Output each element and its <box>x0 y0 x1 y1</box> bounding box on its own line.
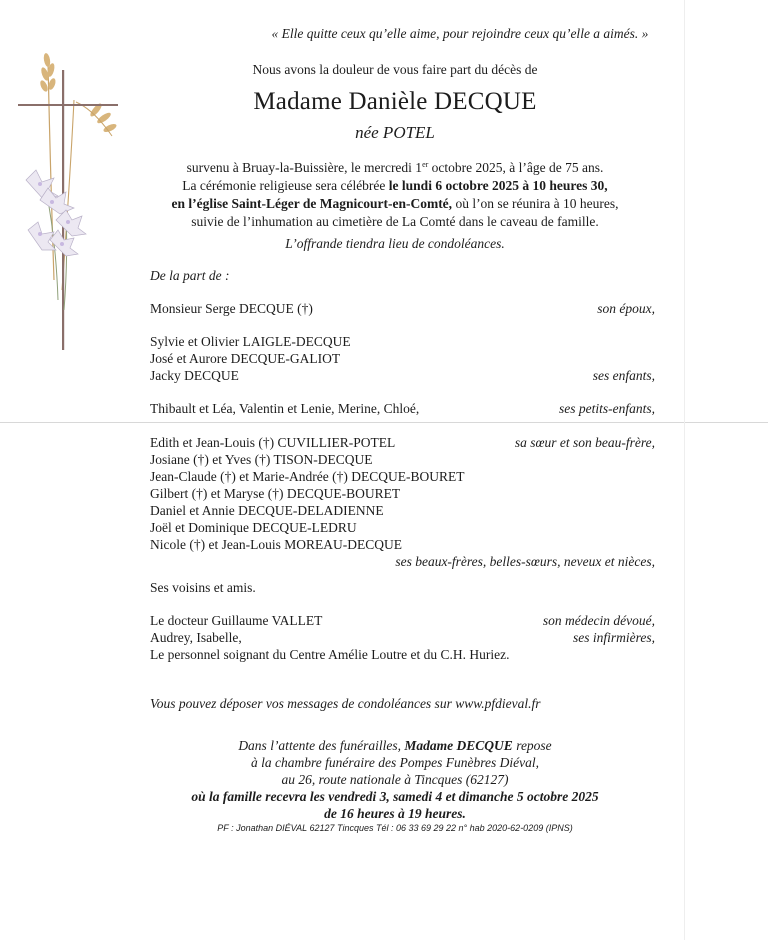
spouse-role: son époux, <box>597 301 655 316</box>
funeral-home-line-1: Dans l’attente des funérailles, Madame DECQUE repose <box>238 738 552 753</box>
quote: « Elle quitte ceux qu’elle aime, pour rejoindre ceux qu’elle a aimés. » <box>271 26 649 41</box>
deceased-name: Madame Danièle DECQUE <box>253 88 537 115</box>
neighbors: Ses voisins et amis. <box>150 580 256 595</box>
inlaw-5: Joël et Dominique DECQUE-LEDRU <box>150 520 357 535</box>
inlaw-6: Nicole (†) et Jean-Louis MOREAU-DECQUE <box>150 537 402 552</box>
page-fold-line <box>0 422 768 423</box>
child-1: Sylvie et Olivier LAIGLE-DECQUE <box>150 334 351 349</box>
footer-credits: PF : Jonathan DIÉVAL 62127 Tincques Tél : 06 33 69 29 22 n° hab 2020-62-0209 (IPNS) <box>217 823 573 833</box>
sister-role: sa sœur et son beau-frère, <box>514 435 655 450</box>
from-label: De la part de : <box>150 268 230 283</box>
nurses: Audrey, Isabelle, <box>150 630 242 645</box>
inlaw-2: Jean-Claude (†) et Marie-Andrée (†) DECQUE-BOURET <box>150 469 465 484</box>
details-line-3: en l’église Saint-Léger de Magnicourt-en-Comté, où l’on se réunira à 10 heures, <box>171 196 619 211</box>
funeral-home-line-2: à la chambre funéraire des Pompes Funèbres Diéval, <box>251 755 539 770</box>
funeral-home-line-3: au 26, route nationale à Tincques (62127) <box>281 772 509 787</box>
inlaw-1: Josiane (†) et Yves (†) TISON-DECQUE <box>150 452 373 467</box>
details-line-2: La cérémonie religieuse sera célébrée le lundi 6 octobre 2025 à 10 heures 30, <box>182 178 608 193</box>
grandchildren-role: ses petits-enfants, <box>559 401 655 416</box>
doctor: Le docteur Guillaume VALLET <box>150 613 323 628</box>
nurses-role: ses infirmières, <box>573 630 655 645</box>
page-edge <box>684 0 685 940</box>
grandchildren: Thibault et Léa, Valentin et Lenie, Merine, Chloé, <box>150 401 420 416</box>
inlaw-3: Gilbert (†) et Maryse (†) DECQUE-BOURET <box>150 486 401 501</box>
cross-flowers-icon <box>6 40 136 360</box>
offering-text: L’offrande tiendra lieu de condoléances. <box>285 236 505 251</box>
child-2: José et Aurore DECQUE-GALIOT <box>150 351 341 366</box>
intro-text: Nous avons la douleur de vous faire part du décès de <box>252 62 538 77</box>
sister: Edith et Jean-Louis (†) CUVILLIER-POTEL <box>150 435 396 450</box>
details-line-4: suivie de l’inhumation au cimetière de La Comté dans le caveau de famille. <box>191 214 599 229</box>
online-condolences: Vous pouvez déposer vos messages de condoléances sur www.pfdieval.fr <box>150 696 541 711</box>
spouse-name: Monsieur Serge DECQUE (†) <box>150 301 313 316</box>
maiden-name: née POTEL <box>355 123 435 142</box>
details-line-1: survenu à Bruay-la-Buissière, le mercredi 1er octobre 2025, à l’âge de 75 ans. <box>186 160 604 175</box>
funeral-home-line-4: où la famille recevra les vendredi 3, samedi 4 et dimanche 5 octobre 2025 <box>191 789 599 804</box>
inlaw-4: Daniel et Annie DECQUE-DELADIENNE <box>150 503 384 518</box>
medical-staff: Le personnel soignant du Centre Amélie Loutre et du C.H. Huriez. <box>150 647 510 662</box>
doctor-role: son médecin dévoué, <box>542 613 655 628</box>
funeral-home-line-5: de 16 heures à 19 heures. <box>324 806 466 821</box>
children-role: ses enfants, <box>592 368 655 383</box>
child-3: Jacky DECQUE <box>150 368 239 383</box>
inlaws-role: ses beaux-frères, belles-sœurs, neveux et nièces, <box>395 554 655 569</box>
